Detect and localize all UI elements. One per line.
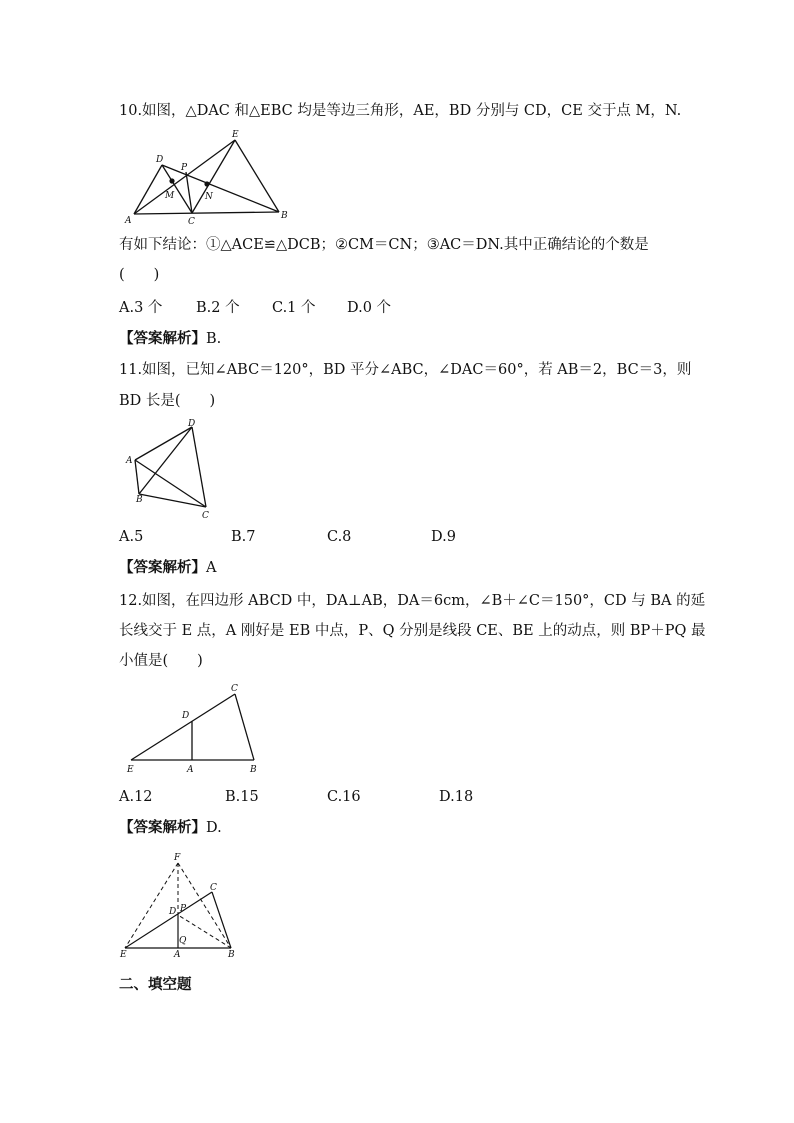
q12-ans-label-p: P	[180, 904, 187, 914]
q11-stem-line1: 11.如图，已知∠ABC＝120°，BD 平分∠ABC，∠DAC＝60°，若 AB＝2，BC＝3，则	[119, 362, 692, 378]
q12-figure	[124, 680, 274, 775]
q11-figure	[122, 418, 222, 522]
q10-option-b: B.2 个	[196, 300, 240, 316]
q12-option-d: D.18	[439, 789, 474, 805]
q11-answer-value: A	[206, 560, 217, 576]
q10-answer	[119, 329, 221, 349]
q12-ans-label-b: B	[228, 950, 235, 960]
q11-label-a: A	[126, 456, 133, 466]
q10-option-d: D.0 个	[347, 300, 392, 316]
q10-label-p: P	[181, 163, 188, 173]
q11-option-a: A.5	[119, 529, 144, 545]
q12-option-a: A.12	[119, 789, 153, 805]
q10-option-a: A.3 个	[119, 300, 163, 316]
q12-answer-value: D.	[206, 820, 222, 836]
q10-paren: ( )	[119, 267, 160, 283]
q12-ans-label-f: F	[174, 853, 181, 863]
q12-label-b: B	[250, 765, 257, 775]
q11-label-c: C	[202, 511, 209, 521]
q10-label-a: A	[125, 216, 132, 224]
q11-option-d: D.9	[431, 529, 456, 545]
q11-answer-label: 【答案解析】	[119, 559, 206, 576]
q12-label-a: A	[187, 765, 194, 775]
q12-option-c: C.16	[327, 789, 361, 805]
q12-ans-label-e: E	[120, 950, 127, 960]
q10-answer-value: B.	[206, 331, 222, 347]
q10-answer-label: 【答案解析】	[119, 330, 206, 347]
q11-answer	[119, 558, 216, 578]
q12-label-e: E	[127, 765, 134, 775]
q10-stem: 10.如图，△DAC 和△EBC 均是等边三角形，AE，BD 分别与 CD，CE 交于点 M，N.	[119, 103, 682, 119]
q10-label-m: M	[165, 191, 175, 201]
q12-stem-line1: 12.如图，在四边形 ABCD 中，DA⊥AB，DA＝6cm，∠B＋∠C＝150°，CD 与 BA 的延	[119, 593, 706, 609]
q11-label-b: B	[136, 495, 143, 505]
q11-label-d: D	[188, 419, 196, 429]
q12-label-c: C	[231, 684, 238, 694]
q11-option-c: C.8	[327, 529, 352, 545]
q12-stem-line3: 小值是( )	[119, 653, 203, 669]
q11-stem-line2: BD 长是( )	[119, 393, 216, 409]
q10-label-b: B	[281, 211, 288, 221]
q12-answer-label: 【答案解析】	[119, 819, 206, 836]
q12-answer-figure	[118, 850, 238, 960]
q12-stem-line2: 长线交于 E 点，A 刚好是 EB 中点，P、Q 分别是线段 CE、BE 上的动点，则 BP＋PQ 最	[119, 623, 706, 639]
q12-ans-label-q: Q	[179, 936, 187, 946]
q12-ans-label-c: C	[210, 883, 217, 893]
q10-label-c: C	[188, 217, 195, 224]
q10-option-c: C.1 个	[272, 300, 316, 316]
section-heading: 二、填空题	[119, 976, 192, 993]
q10-figure	[124, 128, 294, 224]
q12-ans-label-a: A	[174, 950, 181, 960]
q12-answer	[119, 818, 222, 838]
q10-conclusions: 有如下结论：①△ACE≌△DCB；②CM＝CN；③AC＝DN.其中正确结论的个数是	[119, 237, 649, 253]
q10-label-n: N	[205, 192, 213, 202]
q12-label-d: D	[182, 711, 190, 721]
q10-label-e: E	[232, 130, 239, 140]
q12-option-b: B.15	[225, 789, 259, 805]
q12-ans-label-d: D	[169, 907, 177, 917]
q11-option-b: B.7	[231, 529, 256, 545]
q10-label-d: D	[156, 155, 164, 165]
